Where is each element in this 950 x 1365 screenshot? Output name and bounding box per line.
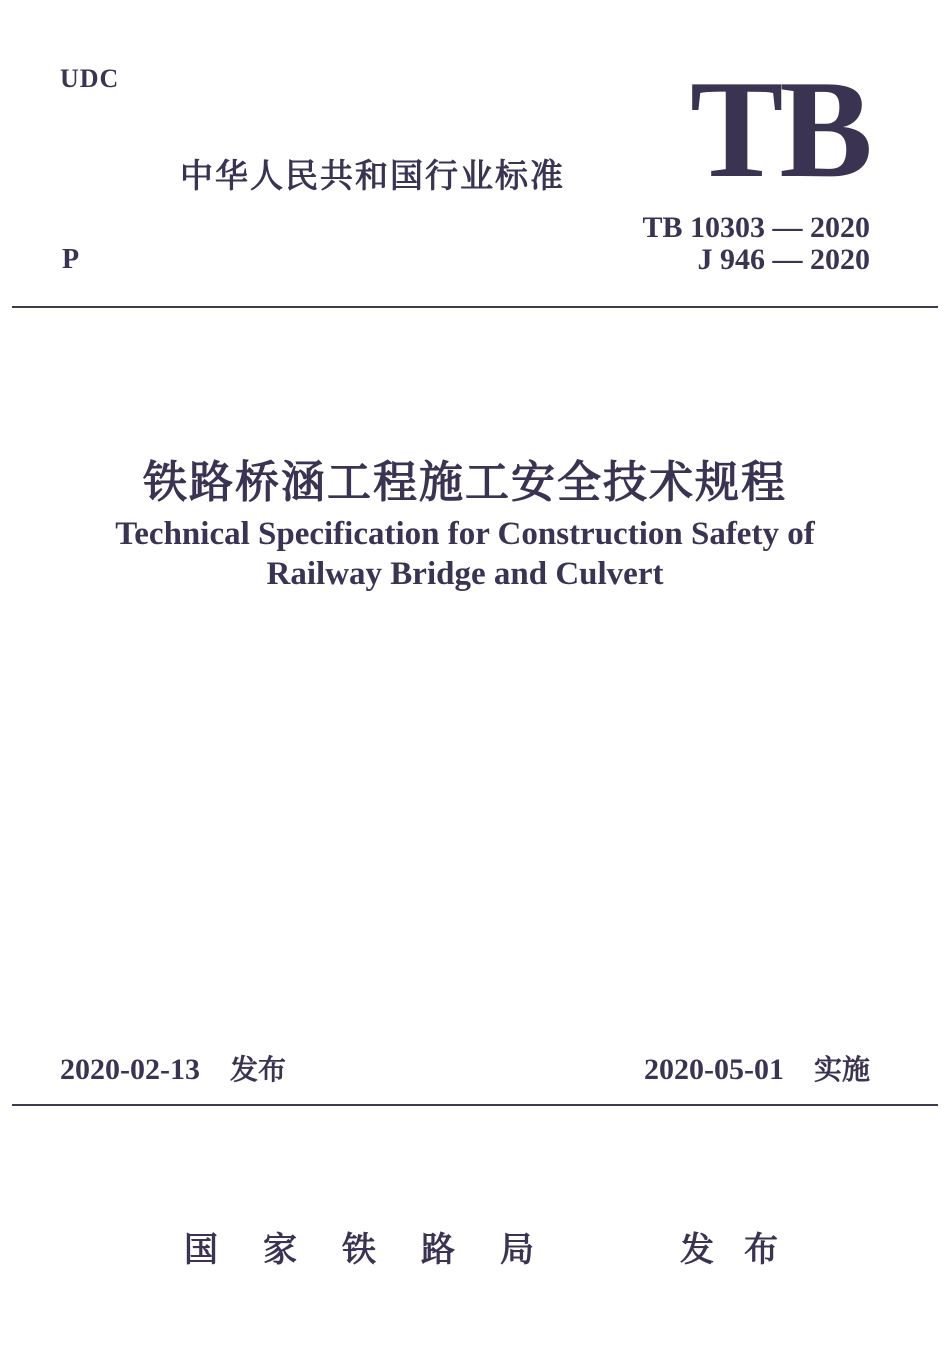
document-title-en xyxy=(0,514,930,594)
classification-code: P xyxy=(62,244,80,275)
standard-codes xyxy=(642,212,870,276)
publish-label: 发布 xyxy=(680,1230,808,1270)
bottom-divider xyxy=(12,1104,938,1106)
implementation-label: 实施 xyxy=(813,1053,870,1086)
issue-date-block xyxy=(60,1048,286,1088)
standard-code-j: J 946 — 2020 xyxy=(697,243,870,276)
standard-code-tb: TB 10303 — 2020 xyxy=(642,211,870,244)
issue-label: 发布 xyxy=(229,1053,286,1086)
udc-label: UDC xyxy=(60,64,120,93)
document-title-cn: 铁路桥涵工程施工安全技术规程 xyxy=(143,457,787,508)
implementation-date: 2020-05-01 xyxy=(644,1053,784,1086)
document-title-en-line1: Technical Specification for Construction Safety of xyxy=(115,516,815,552)
standard-category-cn: 中华人民共和国行业标准 xyxy=(180,156,565,195)
top-divider xyxy=(12,306,938,308)
document-title-en-line2: Railway Bridge and Culvert xyxy=(266,556,664,592)
implementation-date-block xyxy=(644,1048,870,1088)
tb-logo: TB xyxy=(690,52,869,207)
issue-date: 2020-02-13 xyxy=(60,1053,200,1086)
publisher-name: 国家铁路局 xyxy=(184,1230,579,1270)
